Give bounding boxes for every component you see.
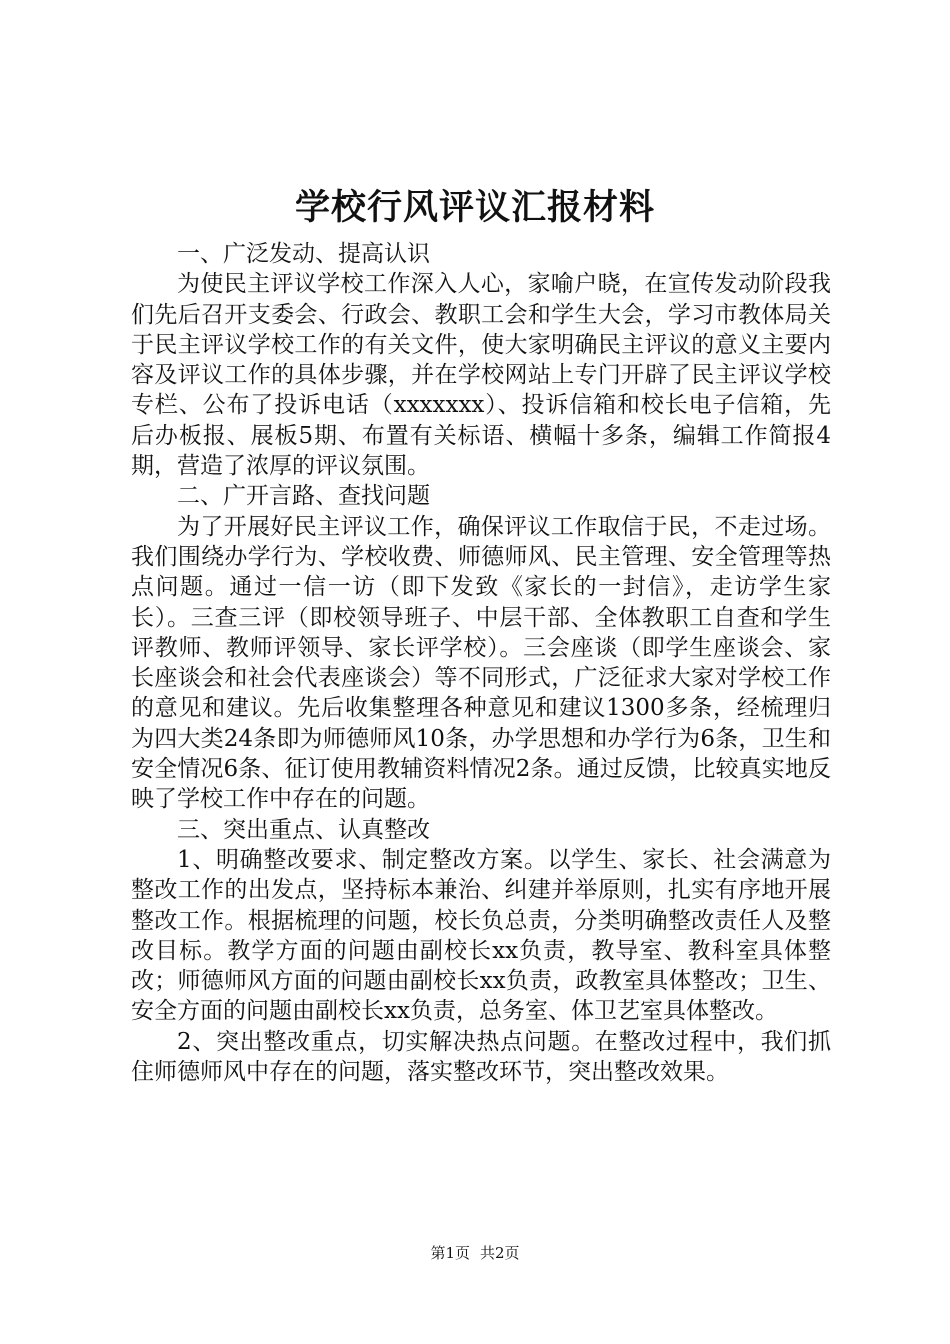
section-heading-3: 三、突出重点、认真整改 [177,816,430,843]
paragraph-2: 为了开展好民主评议工作，确保评议工作取信于民，不走过场。我们围绕办学行为、学校收费、师德师风、民主管理、安全管理等热点问题。通过一信一访（即下发致《家长的一封信》，走访学生家长）。三查三评（即校领导班子、中层干部、全体教职工自查和学生评教师、教师评领导、家长评学校）。三会座谈（即学生座谈会、家长座谈会和社会代表座谈会）等不同形式，广泛征求大家对学校工作的意见和建议。先后收集整理各种意见和建议1300多条，经梳理归为四大类24条即为师德师风10条，办学思想和办学行为6条，卫生和安全情况6条、征订使用教辅资料情况2条。通过反馈，比较真实地反映了学校工作中存在的问题。 [131,513,831,813]
section-heading-1: 一、广泛发动、提高认识 [177,241,430,267]
page-number: 第1页 [430,1244,470,1262]
paragraph-3: 1、明确整改要求、制定整改方案。以学生、家长、社会满意为整改工作的出发点，坚持标本兼治、纠建并举原则，扎实有序地开展整改工作。根据梳理的问题，校长负总责，分类明确整改责任人及整改目标。教学方面的问题由副校长xx负责，教导室、教科室具体整改；师德师风方面的问题由副校长xx负责，政教室具体整改；卫生、安全方面的问题由副校长xx负责，总务室、体卫艺室具体整改。 [131,846,831,1025]
page-count: 共2页 [480,1244,520,1262]
paragraph-1: 为使民主评议学校工作深入人心，家喻户晓，在宣传发动阶段我们先后召开支委会、行政会、教职工会和学生大会，学习市教体局关于民主评议学校工作的有关文件，使大家明确民主评议的意义主要内容及评议工作的具体步骤，并在学校网站上专门开辟了民主评议学校专栏、公布了投诉电话（xxxxxxx）、投诉信箱和校长电子信箱，先后办板报、展板5期、布置有关标语、横幅十多条，编辑工作简报4期，营造了浓厚的评议氛围。 [131,271,831,480]
document-body [131,239,831,1087]
document-title: 学校行风评议汇报材料 [294,187,655,228]
page-footer [0,1243,950,1263]
paragraph-4: 2、突出整改重点，切实解决热点问题。在整改过程中，我们抓住师德师风中存在的问题，落实整改环节，突出整改效果。 [131,1028,831,1086]
section-heading-2: 二、广开言路、查找问题 [177,483,430,510]
